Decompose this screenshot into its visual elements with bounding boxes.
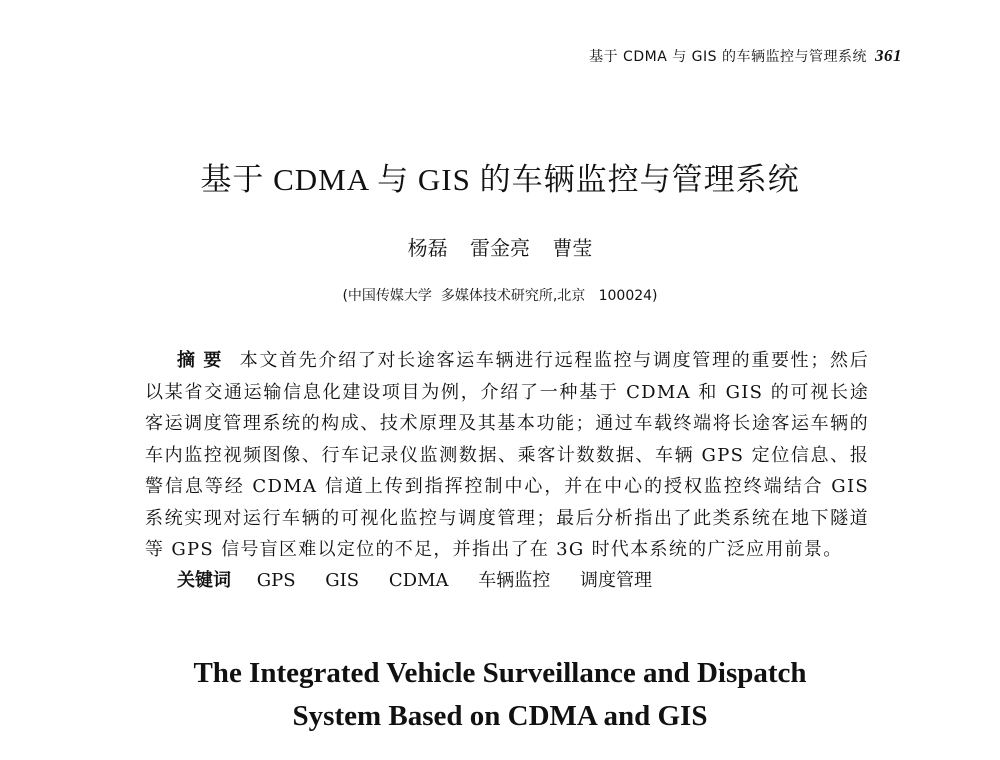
keyword: GIS bbox=[325, 570, 360, 591]
author-list: 杨磊 雷金亮 曹莹 bbox=[407, 236, 593, 260]
page-number: 361 bbox=[875, 46, 902, 65]
affiliation: (中国传媒大学 多媒体技术研究所,北京 100024) bbox=[342, 288, 658, 304]
running-header bbox=[589, 46, 902, 66]
paper-title-chinese: 基于 CDMA 与 GIS 的车辆监控与管理系统 bbox=[200, 162, 800, 197]
keyword: CDMA bbox=[388, 570, 449, 591]
keyword: 调度管理 bbox=[579, 570, 652, 591]
keyword: GPS bbox=[256, 570, 296, 591]
keywords-label: 关键词 bbox=[177, 570, 231, 591]
keyword: 车辆监控 bbox=[478, 570, 551, 591]
title-en-line-1: The Integrated Vehicle Surveillance and Dispatch bbox=[193, 657, 807, 689]
abstract-text: 本文首先介绍了对长途客运车辆进行远程监控与调度管理的重要性；然后以某省交通运输信息化建设项目为例，介绍了一种基于 CDMA 和 GIS 的可视长途客运调度管理系统的构成、技术原理及其基本功能；通过车载终端将长途客运车辆的车内监控视频图像、行车记录仪监测数据、乘客计数数据、车辆 GPS 定位信息、报警信息等经 CDMA 信道上传到指挥控制中心，并在中心的授权监控终端结合 GIS 系统实现对运行车辆的可视化监控与调度管理；最后分析指出了此类系统在地下隧道等 GPS 信号盲区难以定位的不足，并指出了在 3G 时代本系统的广泛应用前景。 bbox=[145, 350, 870, 560]
keywords bbox=[177, 566, 676, 592]
abstract bbox=[145, 345, 869, 566]
title-en-line-2: System Based on CDMA and GIS bbox=[292, 700, 708, 732]
running-title: 基于 CDMA 与 GIS 的车辆监控与管理系统 bbox=[589, 49, 867, 65]
abstract-label: 摘要 bbox=[177, 350, 230, 371]
paper-title-english bbox=[0, 652, 1000, 738]
